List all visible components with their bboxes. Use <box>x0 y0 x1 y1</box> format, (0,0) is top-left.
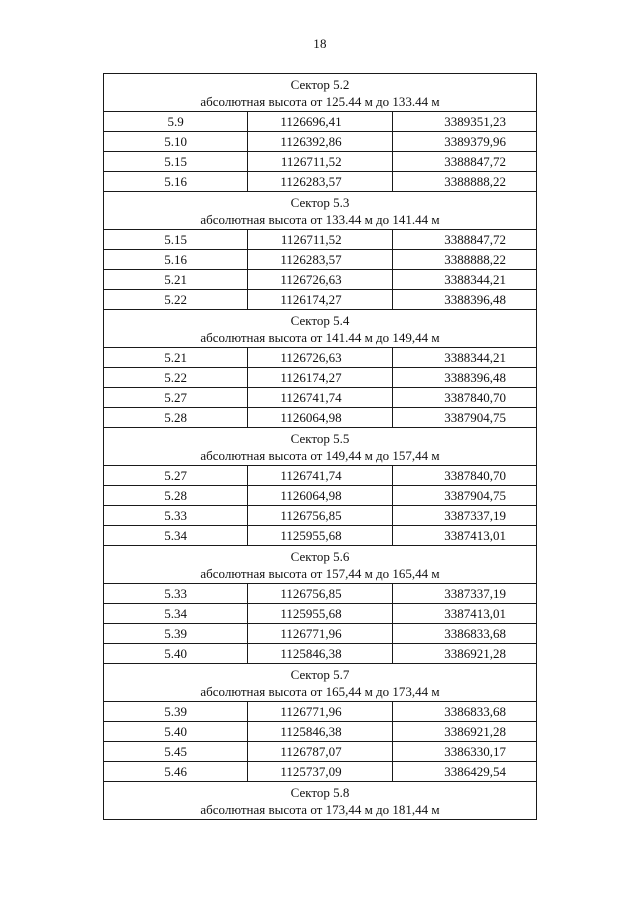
sector-altitude-range: абсолютная высота от 125.44 м до 133.44 м <box>200 93 440 109</box>
x-coordinate-cell: 1126726,63 <box>248 348 392 368</box>
sector-altitude-range: абсолютная высота от 173,44 м до 181,44 м <box>200 801 440 817</box>
y-coordinate-cell: 3388344,21 <box>392 270 536 290</box>
x-coordinate-cell: 1126787,07 <box>248 742 392 762</box>
x-coordinate-cell: 1126711,52 <box>248 230 392 250</box>
point-number-cell: 5.28 <box>104 408 248 428</box>
x-coordinate-cell: 1125955,68 <box>248 526 392 546</box>
table-row <box>104 270 537 290</box>
y-coordinate-cell: 3387337,19 <box>392 584 536 604</box>
point-number-cell: 5.15 <box>104 230 248 250</box>
table-row <box>104 290 537 310</box>
y-coordinate-cell: 3386330,17 <box>392 742 536 762</box>
point-number-cell: 5.21 <box>104 348 248 368</box>
sector-altitude-range: абсолютная высота от 149,44 м до 157,44 м <box>200 447 440 463</box>
sector-header-row <box>104 74 537 112</box>
y-coordinate-cell: 3387840,70 <box>392 466 536 486</box>
x-coordinate-cell: 1126741,74 <box>248 466 392 486</box>
table-row <box>104 506 537 526</box>
table-row <box>104 466 537 486</box>
point-number-cell: 5.21 <box>104 270 248 290</box>
table-row <box>104 172 537 192</box>
sector-altitude-range: абсолютная высота от 157,44 м до 165,44 м <box>200 565 440 581</box>
point-number-cell: 5.39 <box>104 702 248 722</box>
point-number-cell: 5.40 <box>104 644 248 664</box>
point-number-cell: 5.33 <box>104 506 248 526</box>
table-row <box>104 152 537 172</box>
x-coordinate-cell: 1126741,74 <box>248 388 392 408</box>
y-coordinate-cell: 3387337,19 <box>392 506 536 526</box>
sector-header-row <box>104 664 537 702</box>
sector-header-row <box>104 546 537 584</box>
point-number-cell: 5.22 <box>104 290 248 310</box>
y-coordinate-cell: 3389379,96 <box>392 132 536 152</box>
sector-header-row <box>104 782 537 820</box>
y-coordinate-cell: 3388396,48 <box>392 290 536 310</box>
y-coordinate-cell: 3386833,68 <box>392 624 536 644</box>
x-coordinate-cell: 1125737,09 <box>248 762 392 782</box>
y-coordinate-cell: 3387413,01 <box>392 526 536 546</box>
point-number-cell: 5.45 <box>104 742 248 762</box>
sector-title: Сектор 5.5 <box>290 430 350 446</box>
point-number-cell: 5.39 <box>104 624 248 644</box>
sector-title: Сектор 5.7 <box>290 666 350 682</box>
sector-header <box>104 782 537 820</box>
sector-header <box>104 428 537 466</box>
sector-header <box>104 74 537 112</box>
x-coordinate-cell: 1126392,86 <box>248 132 392 152</box>
y-coordinate-cell: 3387840,70 <box>392 388 536 408</box>
x-coordinate-cell: 1126771,96 <box>248 624 392 644</box>
point-number-cell: 5.34 <box>104 604 248 624</box>
sector-header <box>104 310 537 348</box>
y-coordinate-cell: 3388396,48 <box>392 368 536 388</box>
point-number-cell: 5.15 <box>104 152 248 172</box>
y-coordinate-cell: 3389351,23 <box>392 112 536 132</box>
x-coordinate-cell: 1126711,52 <box>248 152 392 172</box>
sector-header <box>104 192 537 230</box>
sector-title: Сектор 5.3 <box>290 194 350 210</box>
y-coordinate-cell: 3386921,28 <box>392 722 536 742</box>
y-coordinate-cell: 3388847,72 <box>392 152 536 172</box>
page-number: 18 <box>313 36 327 51</box>
point-number-cell: 5.16 <box>104 250 248 270</box>
y-coordinate-cell: 3386921,28 <box>392 644 536 664</box>
table-row <box>104 722 537 742</box>
x-coordinate-cell: 1126174,27 <box>248 290 392 310</box>
coordinates-table <box>103 73 537 820</box>
point-number-cell: 5.34 <box>104 526 248 546</box>
table-row <box>104 644 537 664</box>
sector-header <box>104 664 537 702</box>
table-row <box>104 742 537 762</box>
sector-title: Сектор 5.6 <box>290 548 350 564</box>
table-row <box>104 348 537 368</box>
y-coordinate-cell: 3388847,72 <box>392 230 536 250</box>
point-number-cell: 5.46 <box>104 762 248 782</box>
table-row <box>104 112 537 132</box>
y-coordinate-cell: 3386833,68 <box>392 702 536 722</box>
point-number-cell: 5.27 <box>104 466 248 486</box>
table-row <box>104 486 537 506</box>
x-coordinate-cell: 1126726,63 <box>248 270 392 290</box>
sector-header-row <box>104 428 537 466</box>
y-coordinate-cell: 3387413,01 <box>392 604 536 624</box>
coordinates-table-body <box>104 74 537 820</box>
table-row <box>104 702 537 722</box>
point-number-cell: 5.33 <box>104 584 248 604</box>
x-coordinate-cell: 1126283,57 <box>248 250 392 270</box>
sector-altitude-range: абсолютная высота от 141.44 м до 149,44 м <box>200 329 440 345</box>
sector-title: Сектор 5.4 <box>290 312 350 328</box>
table-row <box>104 368 537 388</box>
table-row <box>104 388 537 408</box>
sector-header-row <box>104 192 537 230</box>
point-number-cell: 5.27 <box>104 388 248 408</box>
y-coordinate-cell: 3388888,22 <box>392 172 536 192</box>
x-coordinate-cell: 1125955,68 <box>248 604 392 624</box>
point-number-cell: 5.10 <box>104 132 248 152</box>
table-row <box>104 526 537 546</box>
x-coordinate-cell: 1125846,38 <box>248 644 392 664</box>
x-coordinate-cell: 1126696,41 <box>248 112 392 132</box>
x-coordinate-cell: 1126771,96 <box>248 702 392 722</box>
y-coordinate-cell: 3388888,22 <box>392 250 536 270</box>
table-row <box>104 624 537 644</box>
y-coordinate-cell: 3387904,75 <box>392 408 536 428</box>
x-coordinate-cell: 1126756,85 <box>248 584 392 604</box>
point-number-cell: 5.9 <box>104 112 248 132</box>
sector-altitude-range: абсолютная высота от 165,44 м до 173,44 м <box>200 683 440 699</box>
x-coordinate-cell: 1125846,38 <box>248 722 392 742</box>
point-number-cell: 5.22 <box>104 368 248 388</box>
y-coordinate-cell: 3386429,54 <box>392 762 536 782</box>
table-row <box>104 408 537 428</box>
sector-header <box>104 546 537 584</box>
x-coordinate-cell: 1126756,85 <box>248 506 392 526</box>
sector-header-row <box>104 310 537 348</box>
table-row <box>104 250 537 270</box>
sector-altitude-range: абсолютная высота от 133.44 м до 141.44 м <box>200 211 440 227</box>
table-row <box>104 584 537 604</box>
table-row <box>104 230 537 250</box>
x-coordinate-cell: 1126064,98 <box>248 486 392 506</box>
sector-title: Сектор 5.8 <box>290 784 350 800</box>
x-coordinate-cell: 1126174,27 <box>248 368 392 388</box>
sector-title: Сектор 5.2 <box>290 76 350 92</box>
table-row <box>104 604 537 624</box>
y-coordinate-cell: 3387904,75 <box>392 486 536 506</box>
x-coordinate-cell: 1126064,98 <box>248 408 392 428</box>
y-coordinate-cell: 3388344,21 <box>392 348 536 368</box>
point-number-cell: 5.16 <box>104 172 248 192</box>
table-row <box>104 762 537 782</box>
point-number-cell: 5.28 <box>104 486 248 506</box>
point-number-cell: 5.40 <box>104 722 248 742</box>
table-row <box>104 132 537 152</box>
x-coordinate-cell: 1126283,57 <box>248 172 392 192</box>
